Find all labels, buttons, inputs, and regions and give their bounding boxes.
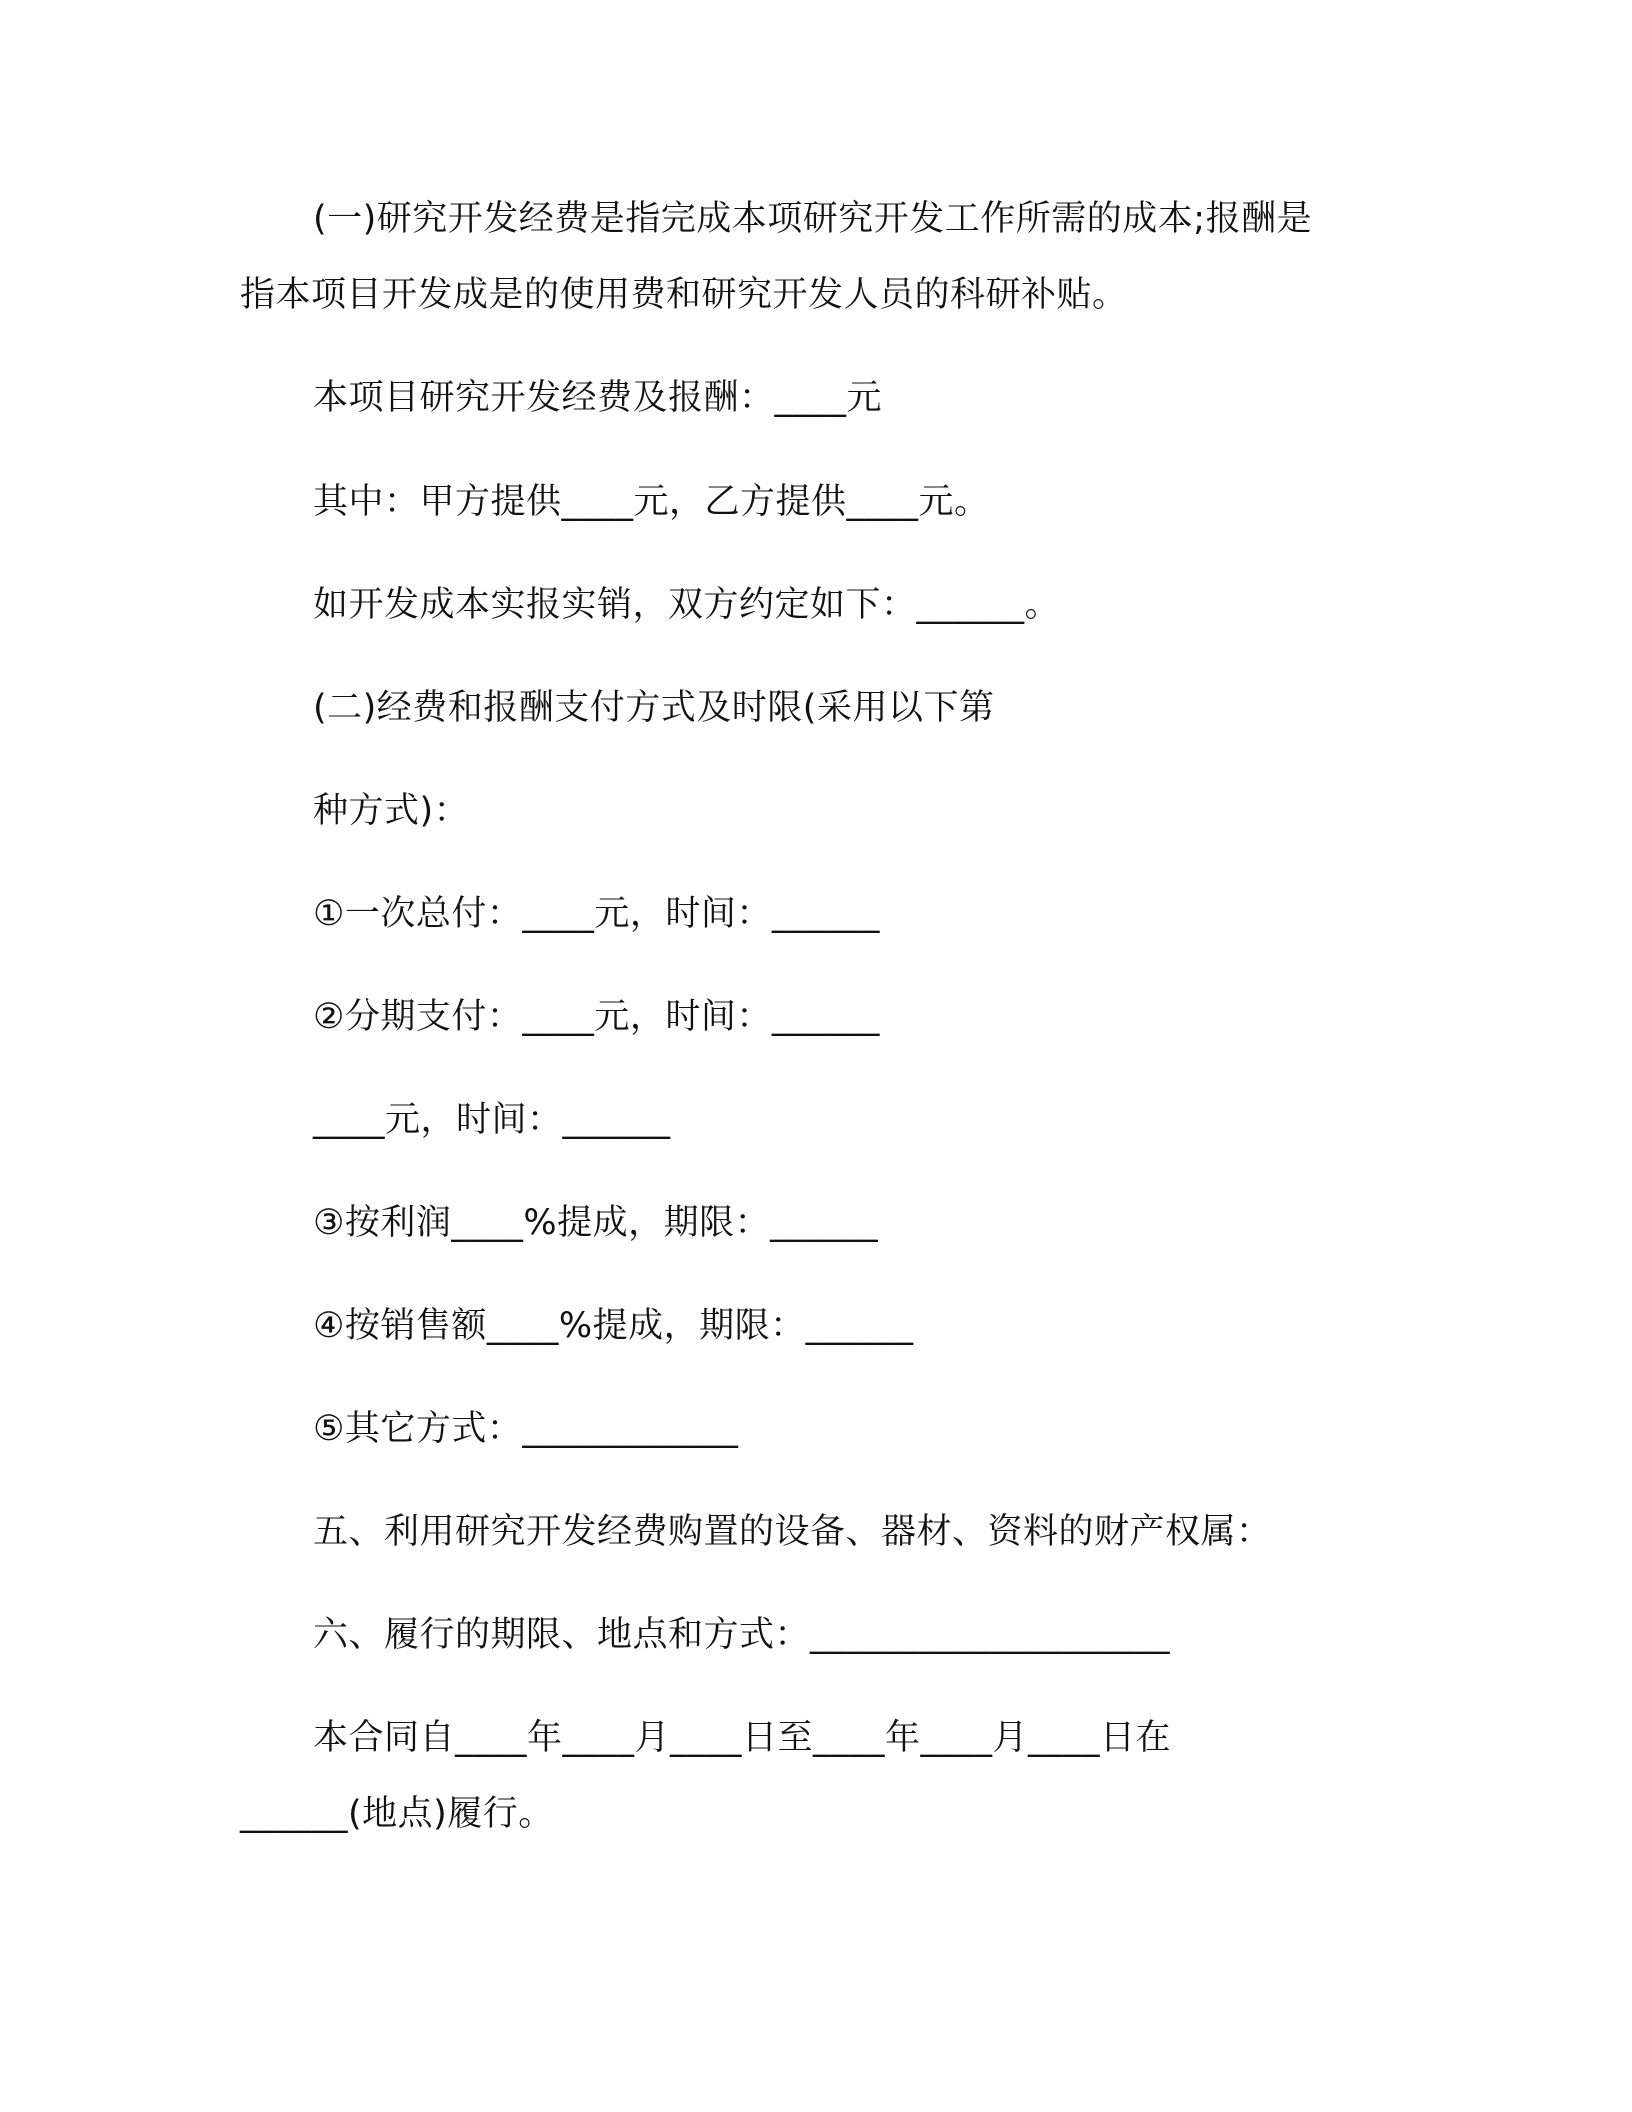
- paragraph-funding-split: 其中：甲方提供____元，乙方提供____元。: [313, 482, 990, 522]
- paragraph-payment-method-cont: 种方式)：: [313, 791, 470, 831]
- option-lump-sum: ①一次总付：____元，时间：______: [313, 894, 880, 934]
- option-sales-share: ④按销售额____%提成，期限：______: [313, 1306, 914, 1346]
- section-six-performance: 六、履行的期限、地点和方式：____________________: [313, 1615, 1171, 1655]
- paragraph-payment-method: (二)经费和报酬支付方式及时限(采用以下第: [313, 688, 995, 728]
- option-other: ⑤其它方式：____________: [313, 1409, 739, 1449]
- paragraph-actual-cost: 如开发成本实报实销，双方约定如下：______。: [313, 585, 1061, 625]
- option-installment: ②分期支付：____元，时间：______: [313, 997, 880, 1037]
- section-five-property: 五、利用研究开发经费购置的设备、器材、资料的财产权属：: [313, 1512, 1272, 1552]
- paragraph-contract-period-cont: ______(地点)履行。: [240, 1794, 554, 1834]
- option-installment-cont: ____元，时间：______: [313, 1100, 671, 1140]
- paragraph-contract-period: 本合同自____年____月____日至____年____月____日在: [313, 1718, 1172, 1758]
- option-profit-share: ③按利润____%提成，期限：______: [313, 1203, 879, 1243]
- paragraph-funding-definition-cont: 指本项目开发成是的使用费和研究开发人员的科研补贴。: [240, 275, 1128, 315]
- paragraph-funding-definition: (一)研究开发经费是指完成本项研究开发工作所需的成本;报酬是: [313, 199, 1313, 239]
- paragraph-total-funding: 本项目研究开发经费及报酬：____元: [313, 378, 883, 418]
